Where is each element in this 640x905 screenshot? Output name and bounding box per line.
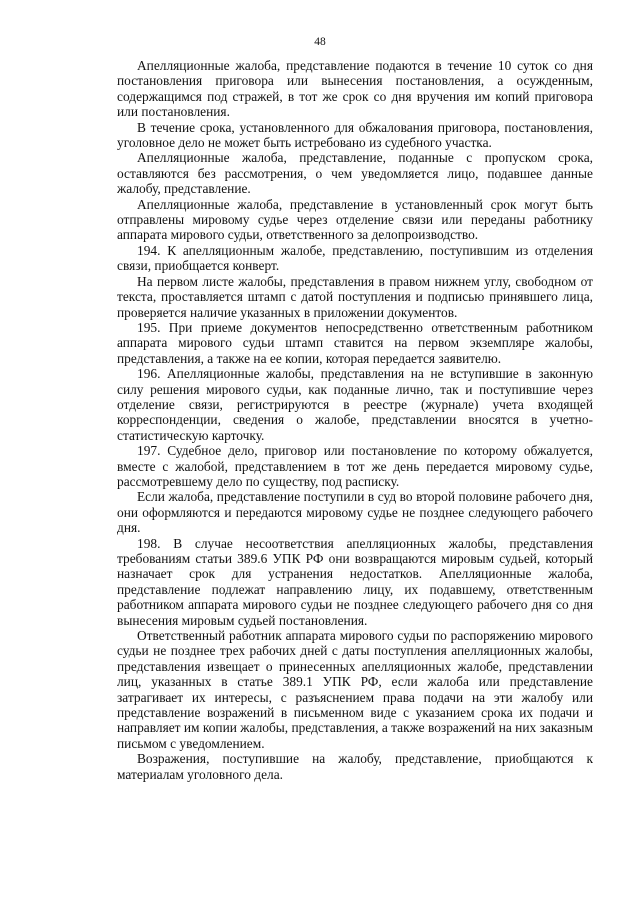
paragraph: 197. Судебное дело, приговор или постановление по которому обжалуется, вместе с жалобой, представлением в тот же день передается мировому судье, рассмотревшему дело по существу, под расписку. [117,443,593,489]
page-number: 48 [314,36,326,48]
paragraph: Апелляционные жалоба, представление в установленный срок могут быть отправлены мировому судье через отделение связи или переданы работнику аппарата мирового судьи, ответственного за делопроизводство. [117,196,593,243]
document-body [117,58,593,782]
paragraph: 198. В случае несоответствия апелляционных жалобы, представления требованиям статьи 389.6 УПК РФ они возвращаются мировым судьей, который назначает срок для устранения недостатков. Апелляционные жалоба, представление подлежат направлению лицу, их подавшему, ответственным работником аппарата мирового судьи не позднее следующего рабочего дня со дня вынесения мировым судьей постановления. [117,535,593,628]
paragraph: В течение срока, установленного для обжалования приговора, постановления, уголовное дело не может быть истребовано из судебного участка. [117,119,593,151]
paragraph: На первом листе жалобы, представления в правом нижнем углу, свободном от текста, проставляется штамп с датой поступления и подписью принявшего лица, проверяется наличие указанных в приложении документов. [117,273,593,320]
paragraph: 196. Апелляционные жалобы, представления на не вступившие в законную силу решения мирового судьи, как поданные лично, так и поступившие через отделение связи, регистрируются в реестре (журнале) учета входящей корреспонденции, сведения о жалобе, представлении вносятся в учетно-статистическую карточку. [117,366,593,443]
paragraph: Если жалоба, представление поступили в суд во второй половине рабочего дня, они оформляются и передаются мировому судье не позднее следующего рабочего дня. [117,489,593,536]
paragraph: Апелляционные жалоба, представление подаются в течение 10 суток со дня постановления приговора или вынесения постановления, а осужденным, содержащимся под стражей, в тот же срок со дня вручения им копий приговора или постановления. [117,58,593,120]
paragraph: 195. При приеме документов непосредственно ответственным работником аппарата мирового судьи штамп ставится на первом экземпляре жалобы, представления, а также на ее копии, которая передается заявителю. [117,319,593,366]
paragraph: Апелляционные жалоба, представление, поданные с пропуском срока, оставляются без рассмотрения, о чем уведомляется лицо, подавшее данные жалобу, представление. [117,150,593,197]
paragraph: 194. К апелляционным жалобе, представлению, поступившим из отделения связи, приобщается конверт. [117,242,593,274]
paragraph: Ответственный работник аппарата мирового судьи по распоряжению мирового судьи не позднее трех рабочих дней с даты поступления апелляционных жалобы, представления извещает о принесенных апелляционных жалобе, представлении лиц, указанных в статье 389.1 УПК РФ, если жалоба или представление затрагивает их интересы, с разъяснением права подачи на эти жалобу или представление возражений в письменном виде с указанием срока их подачи и направляет им копии жалобы, представления, а также возражений на них заказным письмом с уведомлением. [117,628,593,751]
paragraph: Возражения, поступившие на жалобу, представление, приобщаются к материалам уголовного дела. [117,751,593,782]
